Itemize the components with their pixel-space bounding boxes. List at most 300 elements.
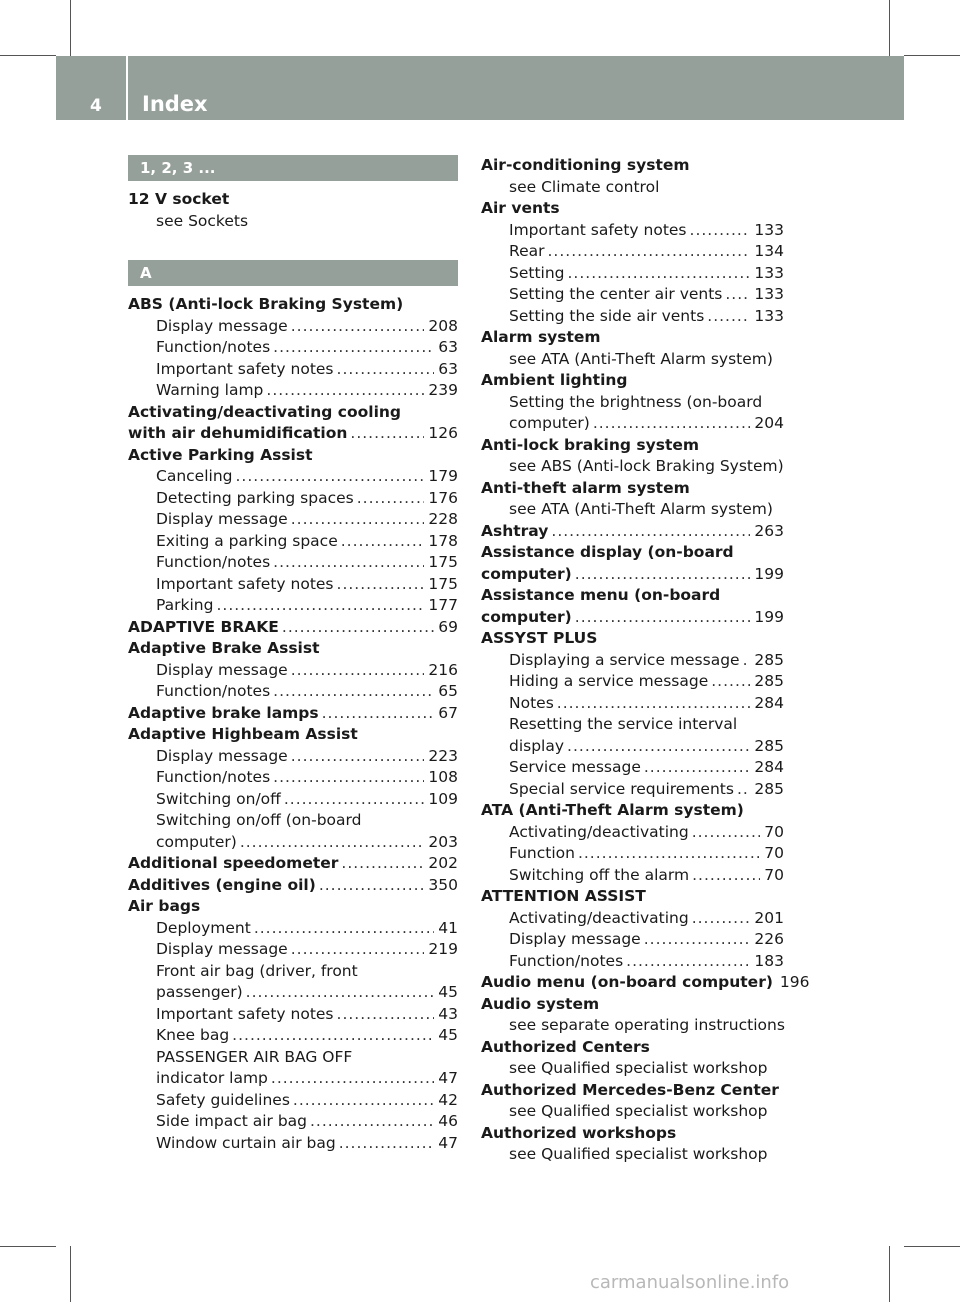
header-divider — [126, 56, 128, 120]
index-subentry — [481, 757, 784, 779]
entry-text: Exiting a parking space — [156, 531, 338, 550]
page-reference: 263 — [754, 521, 784, 540]
page-reference: 239 — [428, 381, 458, 399]
page-reference: 133 — [754, 285, 784, 303]
dot-leader — [357, 488, 425, 510]
index-subentry — [128, 574, 458, 596]
page-reference: 196 — [779, 973, 810, 991]
crop-mark — [889, 1246, 890, 1302]
index-entry — [128, 638, 458, 660]
dot-leader — [271, 1068, 434, 1090]
page-reference: 134 — [754, 242, 784, 260]
entry-text: see Qualified specialist workshop — [509, 1145, 768, 1163]
dot-leader — [282, 617, 434, 639]
crop-mark — [70, 0, 71, 56]
entry-text: Authorized Centers — [481, 1037, 650, 1056]
index-entry — [481, 800, 784, 822]
index-subentry — [128, 380, 458, 402]
dot-leader — [567, 736, 750, 758]
entry-text: see separate operating instructions — [509, 1016, 785, 1034]
entry-text: Active Parking Assist — [128, 445, 313, 464]
entry-text: ADAPTIVE BRAKE — [128, 617, 279, 636]
index-subentry — [128, 961, 458, 983]
index-subentry — [128, 1068, 458, 1090]
dot-leader — [644, 929, 751, 951]
entry-text: Authorized workshops — [481, 1123, 677, 1142]
page-number: 4 — [90, 96, 102, 116]
entry-text: indicator lamp — [156, 1069, 268, 1087]
entry-text: Assistance menu (on-board — [481, 586, 721, 604]
index-entry — [481, 1123, 784, 1145]
page-reference: 42 — [438, 1090, 458, 1109]
index-subentry — [128, 789, 458, 811]
index-subentry — [128, 337, 458, 359]
page-reference: 133 — [754, 220, 784, 239]
dot-leader — [273, 681, 434, 703]
index-subentry — [481, 929, 784, 951]
dot-leader — [575, 564, 751, 586]
index-subentry — [128, 660, 458, 682]
page-reference: 67 — [438, 703, 458, 722]
index-entry — [128, 402, 458, 424]
dot-leader — [232, 1025, 434, 1047]
entry-text: Function/notes — [156, 682, 271, 700]
section-header: A — [128, 260, 458, 286]
page-reference: 285 — [754, 650, 784, 669]
page-reference: 126 — [428, 424, 458, 442]
watermark: carmanualsonline.info — [590, 1272, 790, 1293]
entry-text: Air bags — [128, 897, 201, 915]
index-subentry — [128, 746, 458, 768]
page-reference: 199 — [754, 607, 784, 626]
crop-mark — [0, 1246, 56, 1247]
entry-text: Additives (engine oil) — [128, 875, 316, 894]
index-entry — [481, 585, 784, 607]
dot-leader — [692, 908, 751, 930]
entry-text: Important safety notes — [156, 574, 334, 593]
page-reference: 202 — [428, 854, 458, 872]
entry-text: see Climate control — [509, 177, 660, 196]
index-subentry — [128, 939, 458, 961]
entry-text: Deployment — [156, 918, 251, 937]
entry-text: Switching on/off — [156, 789, 281, 808]
page-reference: 216 — [428, 660, 458, 679]
dot-leader — [254, 918, 434, 940]
index-subentry — [481, 1058, 784, 1080]
entry-text: Parking — [156, 596, 214, 614]
index-entry — [128, 423, 458, 445]
entry-text: see ATA (Anti-Theft Alarm system) — [509, 500, 773, 518]
dot-leader — [291, 660, 425, 682]
entry-text: Setting the center air vents — [509, 285, 723, 303]
dot-leader — [707, 306, 750, 328]
index-subentry — [481, 865, 784, 887]
page-reference: 63 — [438, 359, 458, 378]
dot-leader — [235, 466, 424, 488]
page-reference: 284 — [754, 693, 784, 712]
entry-text: Display message — [509, 930, 641, 948]
entry-text: Detecting parking spaces — [156, 488, 354, 507]
index-subentry — [128, 832, 458, 854]
index-subentry — [481, 671, 784, 693]
entry-text: display — [509, 736, 565, 755]
index-entry — [128, 294, 458, 316]
page-reference: 47 — [438, 1069, 458, 1087]
section-gap — [128, 232, 458, 260]
entry-text: Adaptive Brake Assist — [128, 639, 320, 657]
entry-text: Activating/deactivating — [509, 822, 689, 841]
dot-leader — [273, 552, 424, 574]
index-subentry — [128, 767, 458, 789]
index-subentry — [128, 359, 458, 381]
entry-text: Safety guidelines — [156, 1090, 290, 1109]
entry-text: Side impact air bag — [156, 1112, 307, 1130]
index-subentry — [481, 349, 784, 371]
index-subentry — [481, 822, 784, 844]
page-reference: 133 — [754, 306, 784, 325]
dot-leader — [551, 521, 750, 543]
index-subentry — [481, 951, 784, 973]
page-reference: 284 — [754, 758, 784, 776]
entry-text: Important safety notes — [509, 220, 687, 239]
page-reference: 199 — [754, 564, 784, 583]
entry-text: see Qualified specialist workshop — [509, 1059, 768, 1077]
index-subentry — [481, 1144, 784, 1166]
page-reference: 178 — [428, 531, 458, 550]
entry-text: Resetting the service interval — [509, 715, 738, 733]
entry-text: Additional speedometer — [128, 854, 339, 872]
index-entry — [128, 617, 458, 639]
dot-leader — [284, 789, 425, 811]
entry-text: Warning lamp — [156, 381, 264, 399]
page-reference: 133 — [754, 263, 784, 282]
index-subentry — [128, 531, 458, 553]
index-entry — [481, 198, 784, 220]
index-subentry — [128, 810, 458, 832]
index-subentry — [481, 392, 784, 414]
dot-leader — [337, 359, 435, 381]
index-entry — [128, 896, 458, 918]
index-subentry — [128, 1004, 458, 1026]
entry-text: ASSYST PLUS — [481, 629, 598, 647]
index-entry — [481, 628, 784, 650]
index-entry — [128, 724, 458, 746]
entry-text: Air vents — [481, 199, 560, 217]
page-reference: 285 — [754, 736, 784, 755]
dot-leader — [737, 779, 750, 801]
dot-leader — [291, 316, 425, 338]
index-subentry — [481, 693, 784, 715]
entry-text: Audio menu (on-board computer) — [481, 973, 773, 991]
entry-text: Authorized Mercedes-Benz Center — [481, 1080, 779, 1099]
crop-mark — [889, 0, 890, 56]
entry-text: Audio system — [481, 994, 600, 1013]
entry-text: Function/notes — [509, 951, 624, 970]
page-reference: 228 — [428, 510, 458, 528]
entry-text: Adaptive Highbeam Assist — [128, 725, 358, 743]
index-entry — [481, 327, 784, 349]
page-title: Index — [142, 92, 208, 116]
page-reference: 65 — [438, 682, 458, 700]
entry-text: Knee bag — [156, 1026, 230, 1044]
dot-leader — [273, 337, 434, 359]
entry-text: Special service requirements — [509, 779, 734, 798]
index-entry — [481, 972, 810, 994]
index-entry — [128, 703, 458, 725]
entry-text: Assistance display (on-board — [481, 543, 734, 561]
index-entry — [128, 875, 458, 897]
page-reference: 176 — [428, 488, 458, 507]
index-subentry — [481, 908, 784, 930]
dot-leader — [557, 693, 751, 715]
index-entry — [481, 370, 784, 392]
index-subentry — [481, 714, 784, 736]
dot-leader — [291, 939, 425, 961]
dot-leader — [711, 671, 750, 693]
dot-leader — [246, 982, 435, 1004]
dot-leader — [578, 843, 760, 865]
page-reference: 226 — [754, 930, 784, 948]
index-subentry — [481, 177, 784, 199]
entry-text: computer) — [509, 414, 590, 432]
section-header: 1, 2, 3 ... — [128, 155, 458, 181]
page-reference: 175 — [428, 553, 458, 571]
index-subentry — [128, 1090, 458, 1112]
entry-text: Adaptive brake lamps — [128, 703, 319, 722]
dot-leader — [350, 423, 424, 445]
entry-text: Ashtray — [481, 521, 549, 540]
entry-text: see ABS (Anti-lock Braking System) — [509, 457, 784, 475]
entry-text: Window curtain air bag — [156, 1133, 336, 1152]
entry-text: Switching on/off (on-board — [156, 811, 362, 829]
entry-text: computer) — [156, 832, 237, 851]
entry-text: Setting the brightness (on-board — [509, 392, 763, 411]
dot-leader — [291, 509, 425, 531]
entry-text: Canceling — [156, 467, 233, 485]
index-entry — [481, 542, 784, 564]
index-subentry — [481, 1015, 784, 1037]
index-subentry — [128, 1133, 458, 1155]
index-column-left — [128, 155, 458, 1154]
index-entry — [481, 564, 784, 586]
index-subentry — [128, 1025, 458, 1047]
page-reference: 63 — [438, 338, 458, 356]
entry-text: Important safety notes — [156, 359, 334, 378]
index-subentry — [128, 509, 458, 531]
entry-text: Front air bag (driver, front — [156, 961, 358, 980]
index-entry — [128, 445, 458, 467]
page-reference: 208 — [428, 316, 458, 335]
dot-leader — [341, 853, 424, 875]
entry-text: Air-conditioning system — [481, 156, 690, 174]
entry-text: Function/notes — [156, 768, 271, 786]
page-reference: 350 — [428, 875, 458, 894]
page-reference: 70 — [764, 844, 784, 862]
dot-leader — [240, 832, 425, 854]
index-subentry — [128, 595, 458, 617]
entry-text: Displaying a service message — [509, 650, 740, 669]
entry-text: computer) — [481, 607, 572, 626]
entry-text: Rear — [509, 242, 545, 260]
entry-text: Service message — [509, 758, 641, 776]
page-reference: 204 — [754, 414, 784, 432]
dot-leader — [322, 703, 435, 725]
page-reference: 203 — [428, 832, 458, 851]
page-reference: 47 — [438, 1133, 458, 1152]
index-entry — [481, 155, 784, 177]
page-reference: 179 — [428, 467, 458, 485]
index-subentry — [481, 499, 784, 521]
page-reference: 69 — [438, 617, 458, 636]
entry-text: see Qualified specialist workshop — [509, 1102, 768, 1120]
entry-text: Function/notes — [156, 553, 271, 571]
index-entry — [128, 189, 458, 211]
dot-leader — [216, 595, 424, 617]
entry-text: Important safety notes — [156, 1004, 334, 1023]
entry-text: Ambient lighting — [481, 371, 628, 389]
index-subentry — [481, 220, 784, 242]
page-reference: 285 — [754, 779, 784, 798]
index-subentry — [128, 982, 458, 1004]
dot-leader — [337, 1004, 435, 1026]
entry-text: Switching off the alarm — [509, 865, 690, 884]
page-reference: 41 — [438, 918, 458, 937]
index-subentry — [481, 456, 784, 478]
page-reference: 183 — [754, 951, 784, 970]
dot-leader — [273, 767, 424, 789]
entry-text: see Sockets — [156, 211, 249, 230]
entry-text: Activating/deactivating cooling — [128, 402, 402, 421]
entry-text: with air dehumidification — [128, 424, 348, 442]
dot-leader — [692, 865, 760, 887]
entry-text: PASSENGER AIR BAG OFF — [156, 1047, 353, 1066]
page-reference: 223 — [428, 746, 458, 765]
entry-text: passenger) — [156, 983, 243, 1001]
index-subentry — [481, 779, 784, 801]
dot-leader — [690, 220, 751, 242]
dot-leader — [626, 951, 750, 973]
index-entry — [481, 435, 784, 457]
page-reference: 70 — [764, 822, 784, 841]
entry-text: Hiding a service message — [509, 672, 709, 690]
index-entry — [128, 853, 458, 875]
index-entry — [481, 521, 784, 543]
index-entry — [481, 994, 784, 1016]
index-subentry — [128, 552, 458, 574]
index-subentry — [128, 1111, 458, 1133]
entry-text: ABS (Anti-lock Braking System) — [128, 295, 404, 313]
index-subentry — [481, 413, 784, 435]
dot-leader — [547, 241, 750, 263]
entry-text: Function — [509, 844, 575, 862]
page-reference: 285 — [754, 672, 784, 690]
dot-leader — [743, 650, 751, 672]
index-subentry — [128, 211, 458, 233]
entry-text: Display message — [156, 940, 288, 958]
entry-text: Setting the side air vents — [509, 306, 705, 325]
index-subentry — [128, 681, 458, 703]
entry-text: Display message — [156, 316, 288, 335]
page-reference: 109 — [428, 789, 458, 808]
page-header — [56, 56, 904, 120]
page-reference: 177 — [428, 596, 458, 614]
dot-leader — [337, 574, 425, 596]
entry-text: Function/notes — [156, 338, 271, 356]
entry-text: see ATA (Anti-Theft Alarm system) — [509, 349, 773, 368]
crop-mark — [904, 55, 960, 56]
index-subentry — [481, 843, 784, 865]
dot-leader — [725, 284, 750, 306]
entry-text: Display message — [156, 660, 288, 679]
crop-mark — [0, 55, 56, 56]
index-subentry — [481, 263, 784, 285]
index-subentry — [128, 918, 458, 940]
entry-text: 12 V socket — [128, 190, 230, 208]
index-entry — [481, 478, 784, 500]
index-subentry — [128, 488, 458, 510]
index-entry — [481, 1080, 784, 1102]
dot-leader — [692, 822, 761, 844]
dot-leader — [319, 875, 425, 897]
entry-text: Notes — [509, 693, 554, 712]
index-entry — [481, 607, 784, 629]
entry-text: Display message — [156, 746, 288, 765]
page-reference: 45 — [438, 983, 458, 1001]
index-subentry — [128, 466, 458, 488]
dot-leader — [293, 1090, 434, 1112]
dot-leader — [568, 263, 751, 285]
index-subentry — [481, 284, 784, 306]
entry-text: Alarm system — [481, 328, 601, 346]
dot-leader — [339, 1133, 435, 1155]
entry-text: Setting — [509, 263, 565, 282]
index-subentry — [128, 316, 458, 338]
index-subentry — [481, 306, 784, 328]
entry-text: computer) — [481, 564, 572, 583]
page-reference: 201 — [754, 908, 784, 927]
index-subentry — [481, 650, 784, 672]
dot-leader — [341, 531, 425, 553]
page-reference: 108 — [428, 768, 458, 786]
entry-text: Activating/deactivating — [509, 908, 689, 927]
dot-leader — [266, 380, 424, 402]
index-column-right — [481, 155, 810, 1166]
entry-text: ATA (Anti-Theft Alarm system) — [481, 801, 744, 819]
entry-text: Display message — [156, 510, 288, 528]
index-subentry — [128, 1047, 458, 1069]
index-subentry — [481, 241, 784, 263]
dot-leader — [644, 757, 751, 779]
crop-mark — [70, 1246, 71, 1302]
index-entry — [481, 1037, 784, 1059]
dot-leader — [291, 746, 425, 768]
dot-leader — [593, 413, 751, 435]
crop-mark — [904, 1246, 960, 1247]
entry-text: ATTENTION ASSIST — [481, 887, 646, 905]
entry-text: Anti-lock braking system — [481, 435, 700, 454]
page-reference: 43 — [438, 1004, 458, 1023]
index-entry — [481, 886, 784, 908]
page-reference: 46 — [438, 1112, 458, 1130]
dot-leader — [310, 1111, 434, 1133]
index-subentry — [481, 1101, 784, 1123]
index-subentry — [481, 736, 784, 758]
page-reference: 70 — [764, 865, 784, 884]
page-reference: 175 — [428, 574, 458, 593]
page-reference: 219 — [428, 940, 458, 958]
page-reference: 45 — [438, 1026, 458, 1044]
entry-text: Anti-theft alarm system — [481, 478, 690, 497]
